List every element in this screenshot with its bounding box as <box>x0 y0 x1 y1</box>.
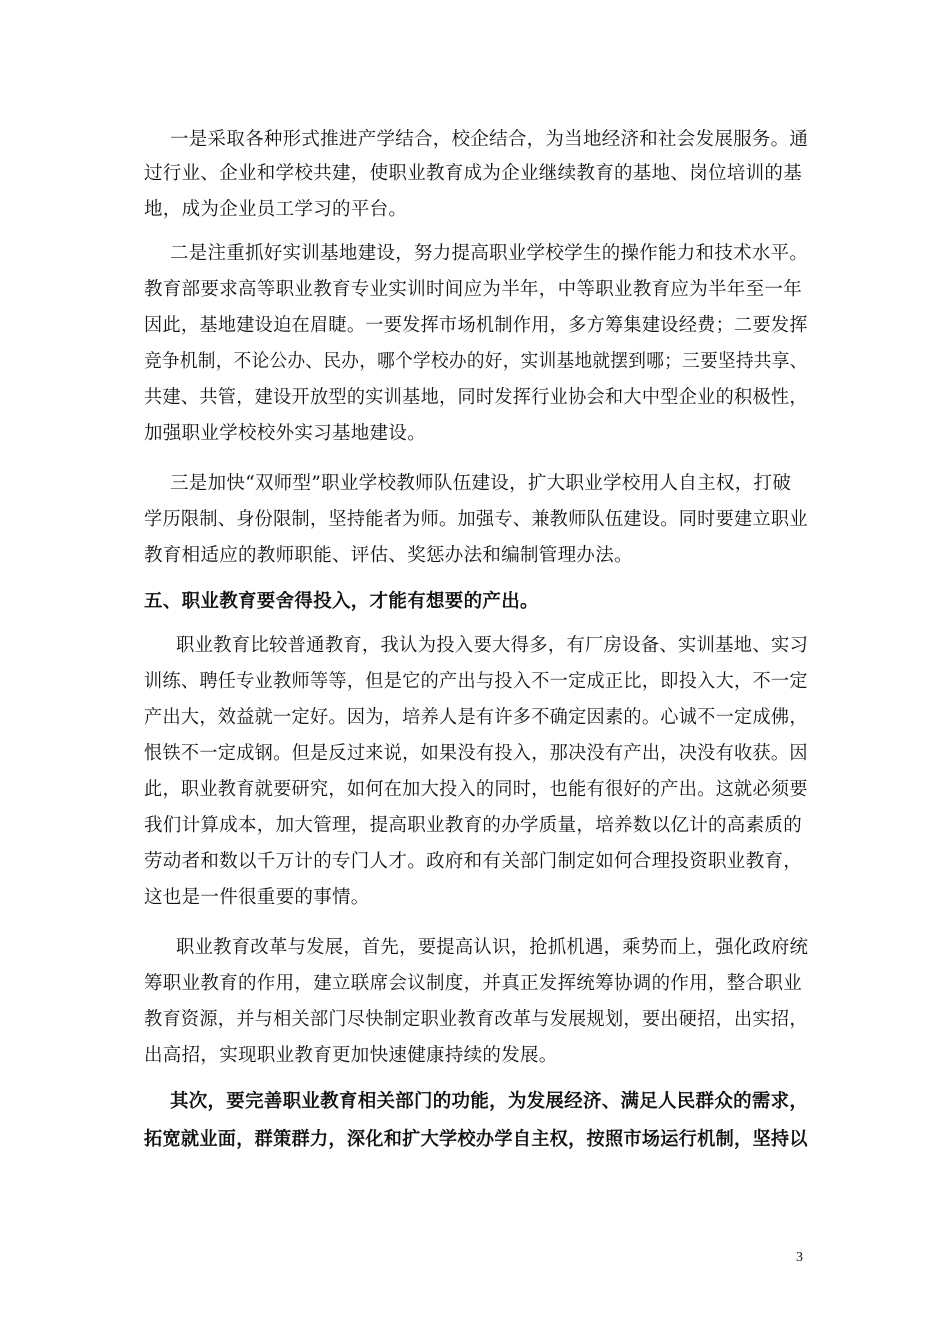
text-line: 二是注重抓好实训基地建设，努力提高职业学校学生的操作能力和技术水平。 <box>170 243 809 264</box>
text-line: 产出大，效益就一定好。因为，培养人是有许多不确定因素的。心诚不一定成佛， <box>144 707 808 728</box>
text-line: 学历限制、身份限制，坚持能者为师。加强专、兼教师队伍建设。同时要建立职业 <box>144 509 808 530</box>
text-line: 一是采取各种形式推进产学结合，校企结合，为当地经济和社会发展服务。通 <box>170 129 809 150</box>
text-line: 劳动者和数以千万计的专门人才。政府和有关部门制定如何合理投资职业教育， <box>144 851 803 872</box>
text-line: 地，成为企业员工学习的平台。 <box>144 199 408 220</box>
text-line: 我们计算成本，加大管理，提高职业教育的办学质量，培养数以亿计的高素质的 <box>144 815 803 836</box>
section-heading: 五、职业教育要舍得投入，才能有想要的产出。 <box>144 591 539 612</box>
text-line: 教育部要求高等职业教育专业实训时间应为半年，中等职业教育应为半年至一年 <box>144 279 803 300</box>
text-line: 职业教育比较普通教育，我认为投入要大得多，有厂房设备、实训基地、实习 <box>176 635 809 656</box>
text-line: 教育相适应的教师职能、评估、奖惩办法和编制管理办法。 <box>144 545 633 566</box>
text-line: 三是加快“双师型”职业学校教师队伍建设，扩大职业学校用人自主权，打破 <box>170 473 792 494</box>
text-line: 共建、共管，建设开放型的实训基地，同时发挥行业协会和大中型企业的积极性， <box>144 387 808 408</box>
text-line: 职业教育改革与发展，首先，要提高认识，抢抓机遇，乘势而上，强化政府统 <box>176 937 809 958</box>
text-line: 训练、聘任专业教师等等，但是它的产出与投入不一定成正比，即投入大，不一定 <box>144 671 808 692</box>
text-line: 出高招，实现职业教育更加快速健康持续的发展。 <box>144 1045 558 1066</box>
text-line: 拓宽就业面，群策群力，深化和扩大学校办学自主权，按照市场运行机制，坚持以 <box>144 1129 808 1150</box>
page-number: 3 <box>796 1250 803 1265</box>
text-line: 其次，要完善职业教育相关部门的功能，为发展经济、满足人民群众的需求， <box>170 1091 809 1112</box>
text-line: 竞争机制，不论公办、民办，哪个学校办的好，实训基地就摆到哪；三要坚持共享、 <box>144 351 808 372</box>
text-line: 过行业、企业和学校共建，使职业教育成为企业继续教育的基地、岗位培训的基 <box>144 163 803 184</box>
text-line: 加强职业学校校外实习基地建设。 <box>144 423 427 444</box>
text-line: 筹职业教育的作用，建立联席会议制度，并真正发挥统筹协调的作用，整合职业 <box>144 973 803 994</box>
text-line: 此，职业教育就要研究，如何在加大投入的同时，也能有很好的产出。这就必须要 <box>144 779 808 800</box>
text-line: 因此，基地建设迫在眉睫。一要发挥市场机制作用，多方筹集建设经费；二要发挥 <box>144 315 808 336</box>
text-line: 教育资源，并与相关部门尽快制定职业教育改革与发展规划，要出硬招，出实招， <box>144 1009 808 1030</box>
text-line: 这也是一件很重要的事情。 <box>144 887 370 908</box>
text-line: 恨铁不一定成钢。但是反过来说，如果没有投入，那决没有产出，决没有收获。因 <box>144 743 808 764</box>
